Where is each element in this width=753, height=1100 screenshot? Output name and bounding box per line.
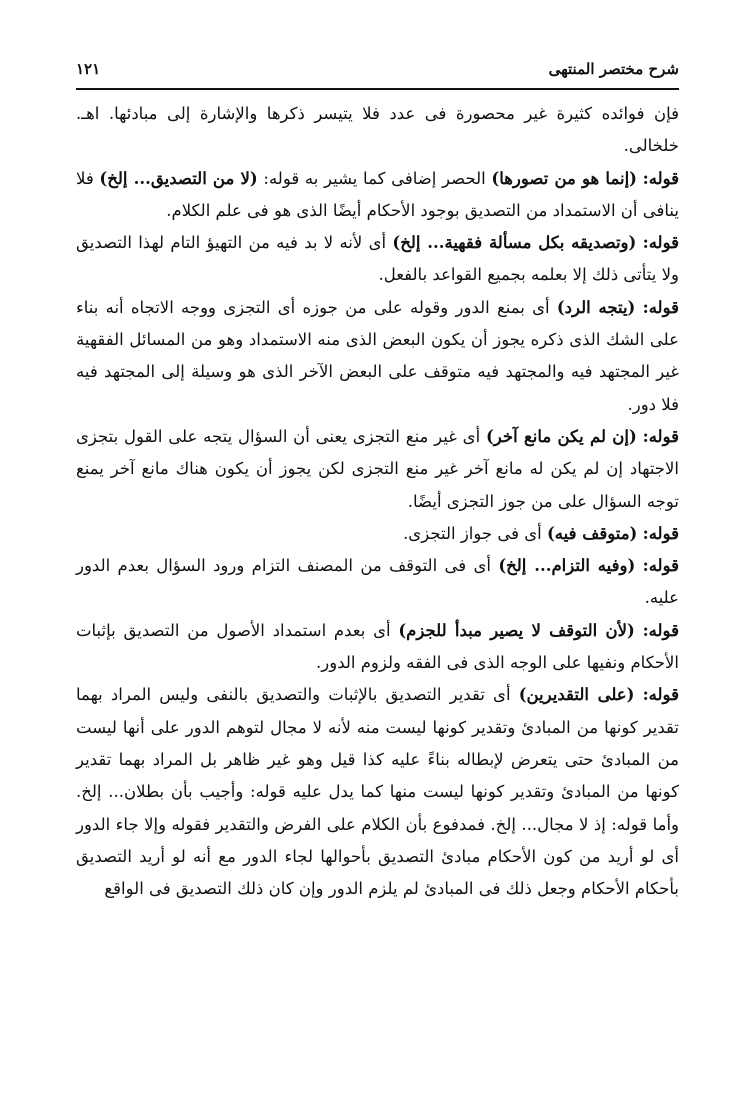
header-rule	[76, 88, 679, 90]
page-number: ١٢١	[76, 60, 101, 78]
paragraph	[76, 421, 679, 518]
paragraph-text: أى تقدير التصديق بالإثبات والتصديق بالنفى وليس المراد بهما تقدير كونها من المبادئ وتقدير كونها ليست منه لأنه لا مجال لتوهم الدور على أنها ليست من المبادئ حتى يتعرض لإبطاله بناءً عليه كذا قيل وهو غير ظاهر بل المراد بهما تقدير كونها من المبادئ وتقدير كونها ليست منها كما يدل عليه قوله: وأجيب بأن بطلان... إلخ. وأما قوله: إذ لا مجال... إلخ. فمدفوع بأن الكلام على الفرض والتقدير فقوله وإلا جاء الدور أى لو أريد من كون الأحكام مبادئ التصديق بأحوالها لجاء الدور مع أنه لو أريد التصديق بأحكام الأحكام وجعل ذلك فى المبادئ لم يلزم الدور وإن كان ذلك التصديق فى الواقع	[76, 685, 679, 899]
paragraph-text: أى بمنع الدور وقوله على من جوزه أى التجزى ووجه الاتجاه أنه بناء على الشك الذى ذكره يجوز أن يكون البعض الذى منه الاستمداد وهو من المسائل الفقهية غير المجتهد فيه والمجتهد فيه متوقف على البعض الآخر الذى هو وسيلة إلى المجتهد فيه فلا دور.	[76, 297, 679, 414]
page-header	[76, 60, 679, 86]
lead-word: قوله:	[642, 233, 679, 253]
page-body	[76, 98, 679, 1078]
quoted-phrase: (إنما هو من تصورها)	[491, 168, 637, 188]
paragraph-text: أى بعدم استمداد الأصول من التصديق بإثبات الأحكام ونفيها على الوجه الذى فى الفقه ولزوم الدور.	[76, 620, 679, 673]
lead-word: قوله:	[642, 168, 680, 188]
paragraph-text: أى غير منع التجزى يعنى أن السؤال يتجه على القول بتجزى الاجتهاد إن لم يكن له مانع آخر غير منع التجزى لكن يجوز أن يكون هناك مانع آخر يمنع توجه السؤال على من جوز التجزى أيضًا.	[76, 426, 679, 511]
lead-word: قوله:	[642, 297, 679, 317]
lead-word: قوله:	[642, 523, 679, 543]
quoted-phrase: (يتجه الرد)	[556, 297, 636, 317]
paragraph	[76, 227, 679, 292]
paragraph	[76, 292, 679, 421]
quoted-phrase: (لأن التوقف لا يصير مبدأ للجزم)	[398, 620, 635, 640]
paragraph	[76, 163, 679, 228]
paragraph-text: أى فى التوقف من المصنف التزام ورود السؤال بعدم الدور عليه.	[76, 556, 679, 608]
quoted-phrase: (وتصديقه بكل مسألة فقهية... إلخ)	[392, 233, 637, 253]
quoted-phrase: (لا من التصديق... إلخ)	[99, 168, 258, 188]
paragraph-text: فلا ينافى أن الاستمداد من التصديق بوجود الأحكام أيضًا الذى هو فى علم الكلام.	[76, 168, 679, 220]
lead-word: قوله:	[642, 426, 680, 446]
paragraph	[76, 550, 679, 615]
paragraph	[76, 679, 679, 905]
quoted-phrase: (على التقديرين)	[518, 685, 635, 705]
paragraph-text: أى فى جواز التجزى.	[403, 523, 542, 543]
quoted-phrase: (متوقف فيه)	[546, 523, 638, 543]
paragraph	[76, 518, 679, 550]
paragraph-text: الحصر إضافى كما يشير به قوله:	[263, 168, 486, 188]
lead-word: قوله:	[642, 620, 679, 640]
paragraph	[76, 98, 679, 163]
lead-word: قوله:	[642, 685, 679, 705]
running-title: شرح مختصر المنتهى	[548, 60, 679, 78]
quoted-phrase: (إن لم يكن مانع آخر)	[485, 426, 637, 446]
paragraph-text: أى لأنه لا بد فيه من التهيؤ التام لهذا التصديق ولا يتأتى ذلك إلا بعلمه بجميع القواعد بالفعل.	[76, 233, 679, 285]
lead-word: قوله:	[642, 556, 680, 576]
paragraph-text: فإن فوائده كثيرة غير محصورة فى عدد فلا يتيسر ذكرها والإشارة إلى مبادئها. اهـ. خلخالى.	[76, 104, 679, 156]
paragraph	[76, 615, 679, 680]
quoted-phrase: (وفيه التزام... إلخ)	[498, 556, 636, 576]
